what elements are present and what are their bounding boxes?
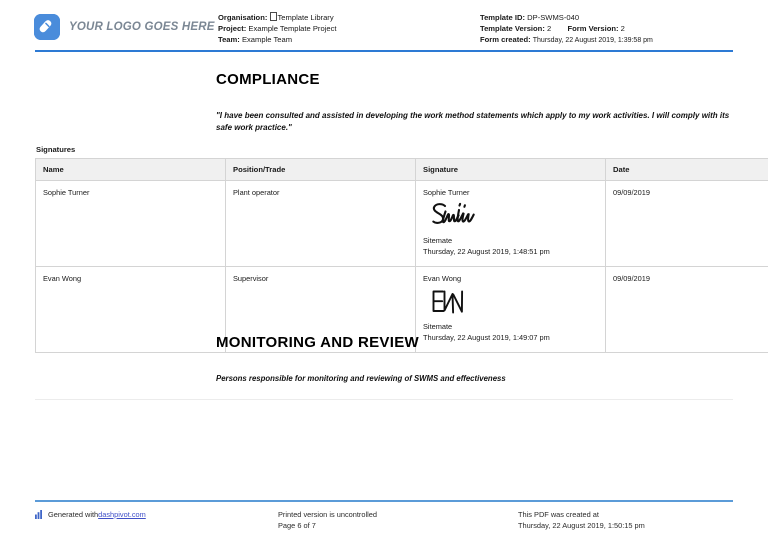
meta-template-version-label: Template Version: <box>480 24 545 34</box>
meta-template-version-value: 2 <box>546 24 552 34</box>
column-header-position: Position/Trade <box>226 159 416 181</box>
signature-source: Sitemate <box>423 236 453 245</box>
printed-version-notice: Printed version is uncontrolled <box>278 510 378 519</box>
footer-divider <box>35 500 733 502</box>
signature-timestamp: Thursday, 22 August 2019, 1:49:07 pm <box>423 333 550 342</box>
monitoring-subtitle: Persons responsible for monitoring and reviewing of SWMS and effectiveness <box>216 374 506 383</box>
pdf-created-label: This PDF was created at <box>518 510 599 519</box>
meta-form-version-label: Form Version: <box>567 24 619 34</box>
meta-form-created-value: Thursday, 22 August 2019, 1:39:58 pm <box>532 37 653 45</box>
signatures-table <box>35 158 768 353</box>
column-header-signature: Signature <box>416 159 606 181</box>
logo-block <box>34 14 215 40</box>
missing-glyph-icon <box>270 12 277 21</box>
table-header-row <box>36 159 768 181</box>
cell-position: Plant operator <box>226 181 416 267</box>
bar-chart-icon <box>35 510 44 519</box>
cell-signature <box>416 181 606 267</box>
meta-template-id-label: Template ID: <box>480 13 526 22</box>
meta-team-value: Example Team <box>241 35 293 45</box>
meta-project-value: Example Template Project <box>248 24 337 34</box>
meta-organisation-label: Organisation: <box>218 13 268 22</box>
page-footer <box>0 507 768 543</box>
page-number: Page 6 of 7 <box>278 521 316 530</box>
cell-date: 09/09/2019 <box>606 181 768 267</box>
compliance-quote-text: "I have been consulted and assisted in developing the work method statements which apply to my work activities. I will comply with its safe work practice." <box>216 111 730 132</box>
evan-signature-icon <box>423 285 598 317</box>
meta-form-created <box>480 34 653 46</box>
cell-position: Supervisor <box>226 267 416 353</box>
column-header-name: Name <box>36 159 226 181</box>
cell-signature <box>416 267 606 353</box>
footer-generated-prefix: Generated with <box>48 510 99 519</box>
signature-source: Sitemate <box>423 322 453 331</box>
cell-name: Evan Wong <box>36 267 226 353</box>
meta-form-version-value: 2 <box>620 24 625 34</box>
signature-timestamp: Thursday, 22 August 2019, 1:48:51 pm <box>423 247 550 256</box>
meta-project <box>218 23 336 34</box>
monitoring-section-title: MONITORING AND REVIEW <box>216 334 419 351</box>
logo-placeholder-text: YOUR LOGO GOES HERE <box>69 21 215 33</box>
meta-project-label: Project: <box>218 24 247 34</box>
header-divider <box>35 50 733 52</box>
body-divider <box>35 399 733 400</box>
sophie-signature-icon <box>423 199 598 231</box>
footer-created-info <box>518 509 645 531</box>
cell-date: 09/09/2019 <box>606 267 768 353</box>
header-meta-left <box>218 12 336 46</box>
meta-template-id <box>480 12 653 23</box>
meta-versions <box>480 23 653 34</box>
dashpivot-link[interactable]: dashpivot.com <box>98 510 146 519</box>
meta-organisation-value: Template Library <box>277 13 334 22</box>
meta-team <box>218 34 336 45</box>
meta-organisation <box>218 12 336 23</box>
meta-template-id-value: DP-SWMS-040 <box>527 13 580 22</box>
compliance-section-title: COMPLIANCE <box>216 71 320 88</box>
pdf-created-value: Thursday, 22 August 2019, 1:50:15 pm <box>518 521 645 530</box>
header-meta-right <box>480 12 653 47</box>
column-header-date: Date <box>606 159 768 181</box>
signatures-table-label: Signatures <box>36 145 76 154</box>
table-row <box>36 181 768 267</box>
meta-team-label: Team: <box>218 35 240 45</box>
footer-generated-by <box>35 509 146 520</box>
footer-print-notice <box>278 509 377 531</box>
signature-person-name: Sophie Turner <box>423 188 470 197</box>
page-header <box>0 0 768 52</box>
cell-name: Sophie Turner <box>36 181 226 267</box>
company-logo-icon <box>34 14 60 40</box>
meta-form-created-label: Form created: <box>480 35 531 45</box>
signature-person-name: Evan Wong <box>423 274 462 283</box>
